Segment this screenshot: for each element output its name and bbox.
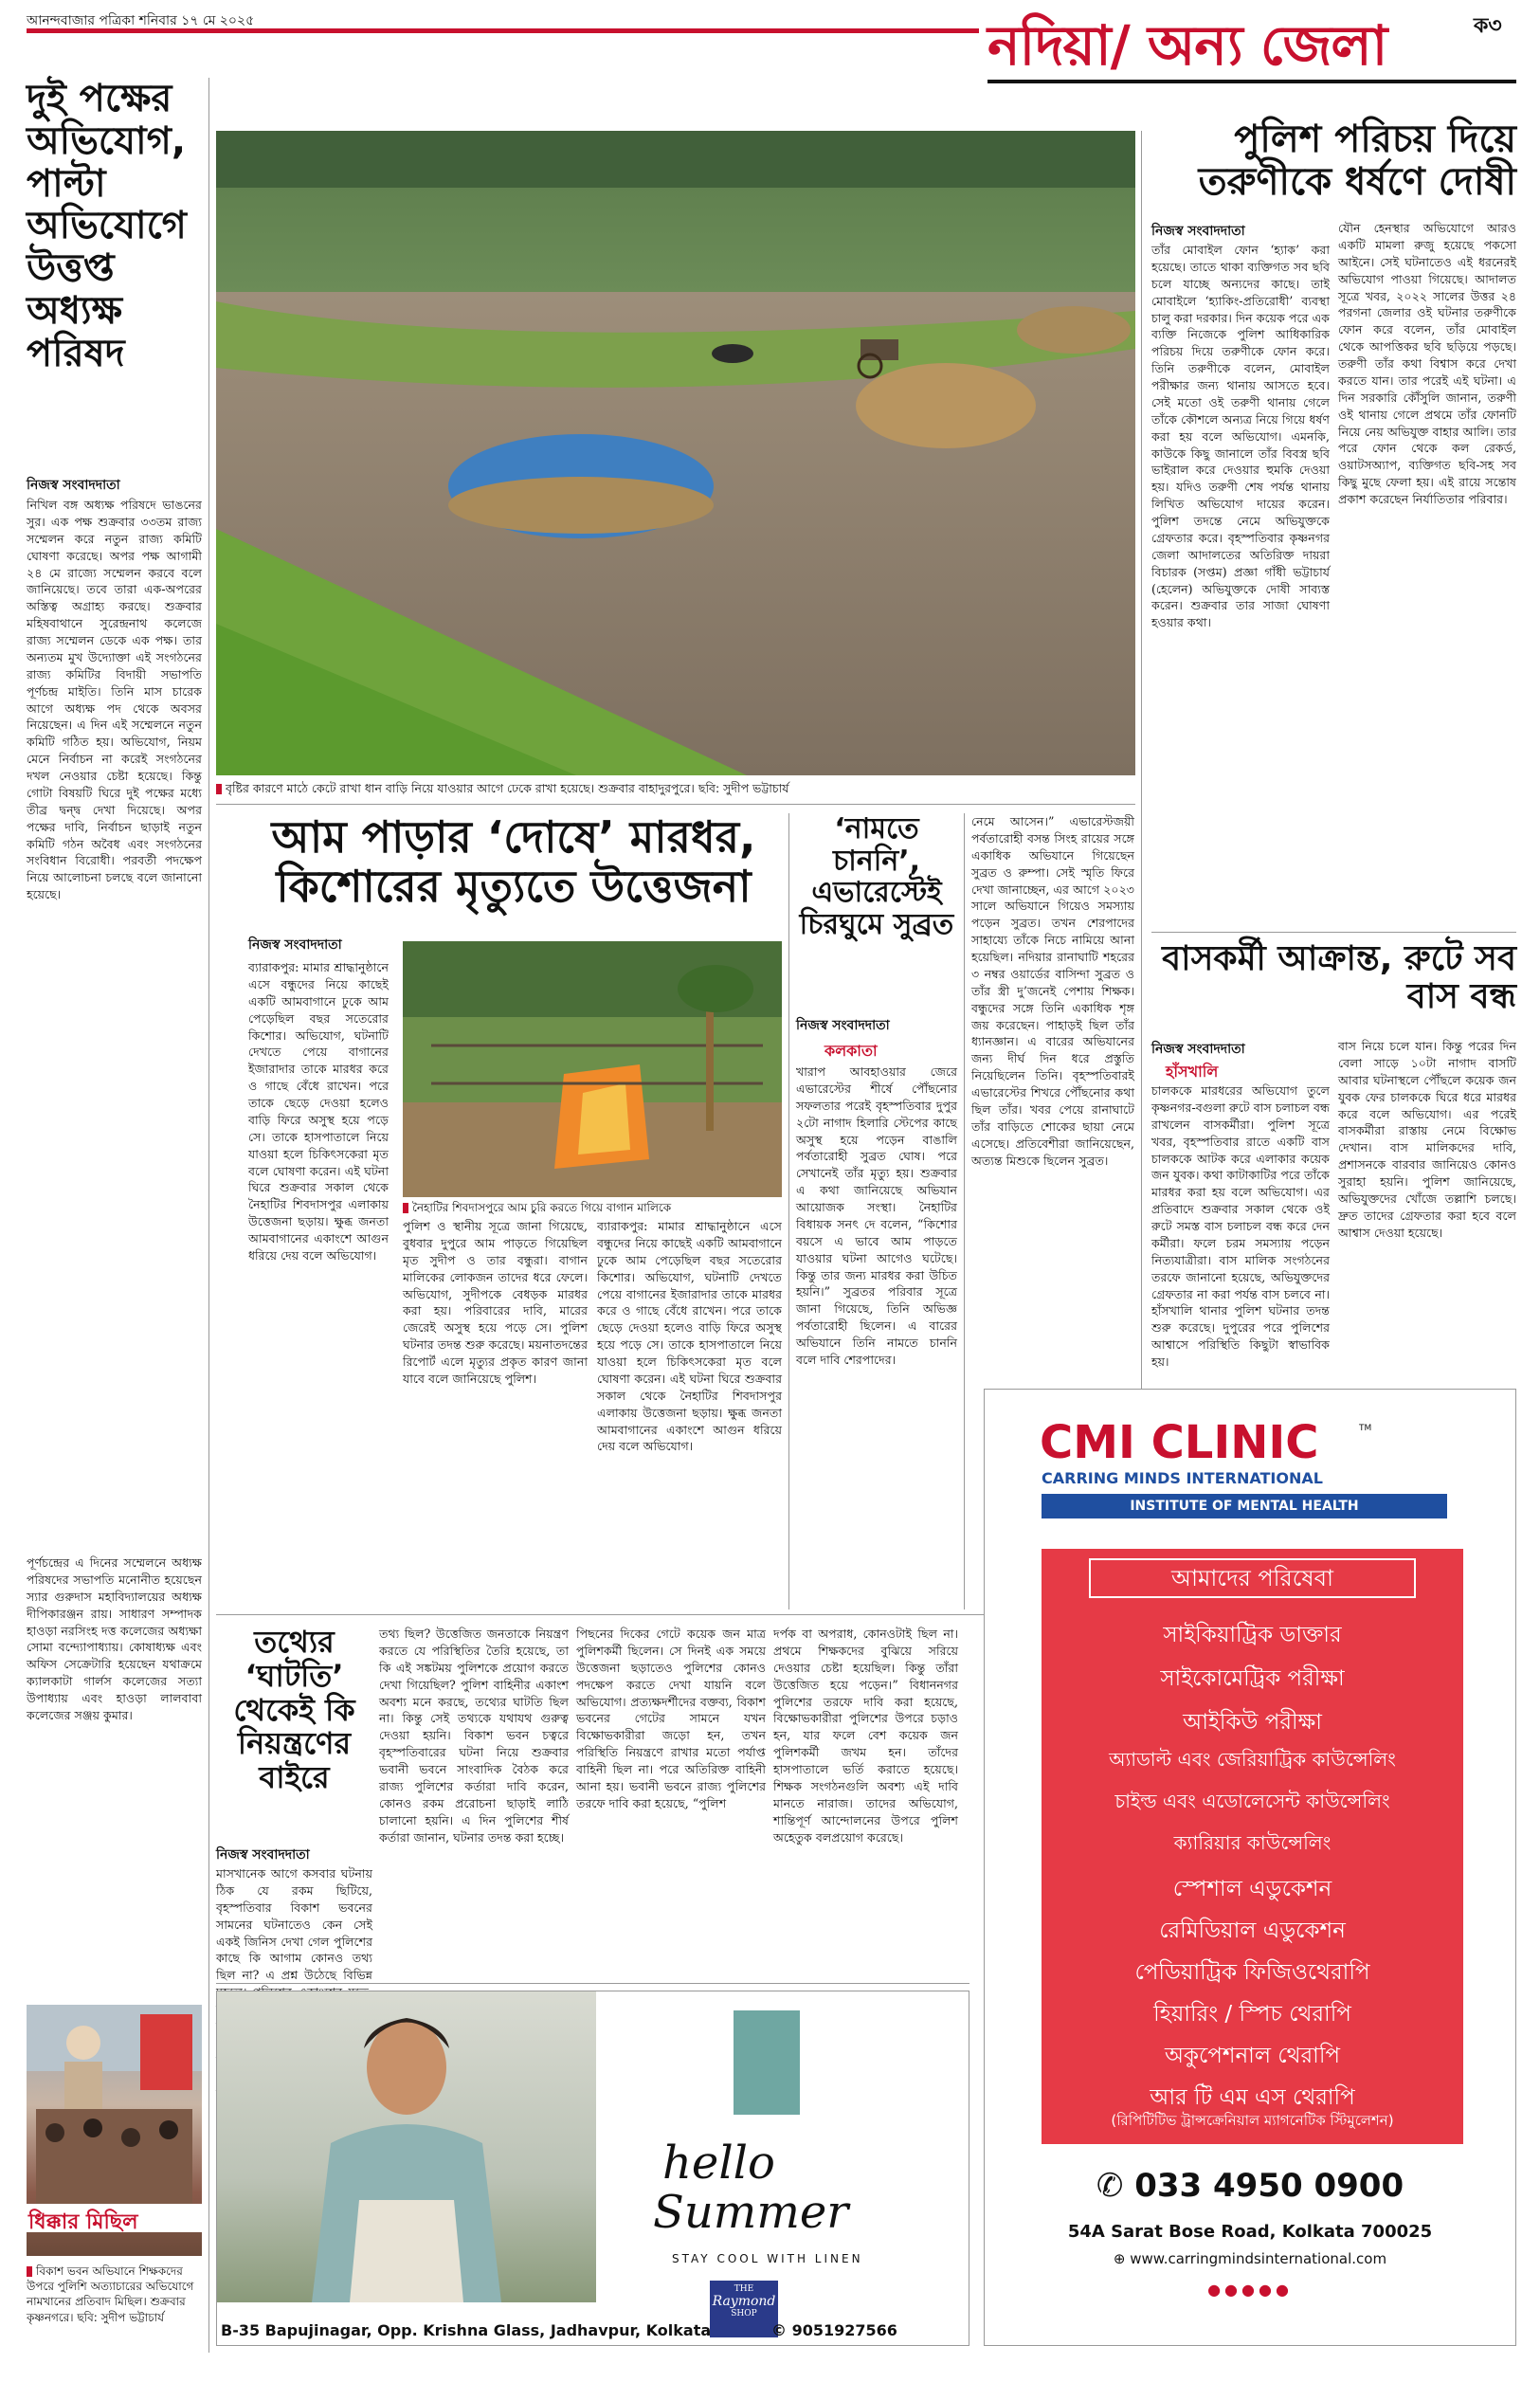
- cmi-service-item: ক্যারিয়ার কাউন্সেলিং: [1173, 1831, 1332, 1854]
- field-photo: [216, 131, 1135, 775]
- facebook-icon: ●: [1207, 2281, 1225, 2299]
- cmi-service-item: অকুপেশনাল থেরাপি: [1164, 2044, 1341, 2068]
- mango-right-rule: [788, 813, 789, 1609]
- everest-location: কলকাতা: [824, 1042, 878, 1060]
- data-body-col3: পিছনের দিকের গেটে কয়েক জন মাত্র পুলিশকর্মী ছিলেন। সে দিনই এক সময়ে উত্তেজনা ছড়াতেও পুলিশের কোনও পদক্ষেপ করতে দেখা যায়নি বলে অভিযোগ। প্রত্যক্ষদর্শীদের বক্তব্য, বিকাশ ভবনের গেটের সামনে যখন বিক্ষোভকারীরা জড়ো হন, তখন পরিস্থিতি নিয়ন্ত্রণে রাখার মতো পর্যাপ্ত বাহিনী ছিল না। পরে অতিরিক্ত বাহিনী আনা হয়। ভবানী ভবনে রাজ্য পুলিশের তরফে দাবি করা হয়েছে, “পুলিশ: [576, 1627, 766, 1810]
- mango-body-col2: পুলিশ ও স্থানীয় সূত্রে জানা গিয়েছে, বুধবার দুপুরে আম পাড়তে গিয়েছিল মৃত সুদীপ ও তার বন্ধুরা। বাগান মালিকের লোকজন তাদের ধরে ফেলে। অভিযোগ, সুদীপকে বেধড়ক মারধর করা হয়। পরিবারের দাবি, মারের জেরেই অসুস্থ হয়ে পড়ে সে। পুলিশ ঘটনার তদন্ত শুরু করেছে। ময়নাতদন্তের রিপোর্ট এলে মৃত্যুর প্রকৃত কারণ জানা যাবে বলে জানিয়েছে পুলিশ।: [403, 1219, 588, 1386]
- social-icons: [1174, 2281, 1326, 2299]
- cmi-clinic-ad: [984, 1389, 1516, 2346]
- story-left-body: নিখিল বঙ্গ অধ্যক্ষ পরিষদে ভাঙনের সুর। এক পক্ষ শুক্রবার ৩৩তম রাজ্য সম্মেলন করে নতুন রাজ্য কমিটি ঘোষণা করেছে। অপর পক্ষ আগামী ২৪ মে রাজ্যে সম্মেলন করবে বলে জানিয়েছে। তবে তারা এক-অপরের অস্তিত্ব অগ্রাহ্য করছে। শুক্রবার মহিষবাথানে সুরেন্দ্রনাথ কলেজে রাজ্য সম্মেলন ডেকে এক পক্ষ। তার অন্যতম মুখ উদ্যোক্তা এই সংগঠনের রাজ্য কমিটির বিদায়ী সভাপতি পূর্ণচন্দ্র মাইতি। তিনি মাস চারেক আগে অধ্যক্ষ পদ থেকে অবসর নিয়েছেন। এ দিন এই সম্মেলনে নতুন কমিটি গঠিত হয়। অভিযোগ, নিয়ম মেনে নির্বাচন না করেই সংগঠনের দখল নেওয়ার চেষ্টা হয়েছে। কিন্তু গোটা বিষয়টি ঘিরে দুই পক্ষের মধ্যে তীব্র দ্বন্দ্ব দেখা দিয়েছে। অপর পক্ষের দাবি, নির্বাচন ছাড়াই নতুন কমিটি গঠন অবৈধ এবং সংগঠনের সংবিধান বিরোধী। পরবর্তী পদক্ষেপ নিয়ে আলোচনা চলছে বলে জানানো হয়েছে।: [27, 498, 202, 902]
- raymond-brand-line-1: hello: [662, 2137, 775, 2190]
- data-headline: তথ্যের ‘ঘাটতি’ থেকেই কি নিয়ন্ত্রণের বাইরে: [233, 1624, 355, 1796]
- data-body-col2: তথ্য ছিল? উত্তেজিত জনতাকে নিয়ন্ত্রণ করতে যে পরিস্থিতির তৈরি হয়েছে, তা কি এই সঙ্কটময় পুলিশকে প্রয়োগ করতে দেখা গিয়েছিল? পুলিশ বাহিনীর একাংশ অবশ্য মনে করছে, তথ্যের ঘাটতি ছিল না। কিন্তু সেই তথ্যকে যথাযথ গুরুত্ব দেওয়া হয়নি। বিকাশ ভবন চত্বরে বৃহস্পতিবারের ঘটনা নিয়ে শুক্রবার ভবানী ভবনে সাংবাদিক বৈঠক করে রাজ্য পুলিশের কর্তারা দাবি করেন, কোনও রকম প্ররোচনা ছাড়াই লাঠি চালানো হয়নি। এ দিন পুলিশের শীর্ষ কর্তারা জানান, ঘটনার তদন্ত করা হচ্ছে।: [379, 1627, 569, 1845]
- phone-icon: ✆: [1096, 2167, 1135, 2205]
- everest-body: খারাপ আবহাওয়ার জেরে এভারেস্টের শীর্ষে পৌঁছনোর সফলতার পরেই বৃহস্পতিবার দুপুর ২টো নাগাদ হিলারি স্টেপের কাছে অসুস্থ হয়ে পড়েন বাঙালি পর্বতারোহী সুব্রত ঘোষ। পরে সেখানেই তাঁর মৃত্যু হয়। শুক্রবার এ কথা জানিয়েছে অভিযান আয়োজক সংস্থা। নৈহাটির বিধায়ক সনৎ দে বলেন, “কিশোর বয়সে এ ভাবে আম পাড়তে যাওয়ার ঘটনা আগেও ঘটেছে। কিন্তু তার জন্য মারধর করা উচিত হয়নি।” সুব্রতর পরিবার সূত্রে জানা গিয়েছে, তিনি অভিজ্ঞ পর্বতারোহী ছিলেন। এ বারের অভিযানে তিনি নামতে চাননি বলে দাবি শেরপাদের।: [796, 1064, 957, 1367]
- raymond-tagline: STAY COOL WITH LINEN: [672, 2252, 863, 2265]
- data-byline: নিজস্ব সংবাদদাতা: [216, 1847, 310, 1863]
- raymond-logo: [710, 2281, 778, 2337]
- youtube-icon: ●: [1241, 2281, 1259, 2299]
- bus-byline: নিজস্ব সংবাদদাতা: [1151, 1042, 1245, 1057]
- fabric-swatch: [734, 2010, 800, 2115]
- cmi-service-item: সাইকিয়াট্রিক ডাক্তার: [1163, 1623, 1342, 1647]
- mango-headline-2: কিশোরের মৃত্যুতে উত্তেজনা: [276, 861, 752, 912]
- page-number: ক৩: [1474, 14, 1502, 38]
- cmi-services-title: আমাদের পরিষেবা: [1089, 1558, 1416, 1598]
- cmi-address: 54A Sarat Bose Road, Kolkata 700025: [1067, 2222, 1433, 2242]
- protest-caption-text: বিকাশ ভবন অভিযানে শিক্ষকদের উপরে পুলিশি অত্যাচারের অভিযোগে নামখানের প্রতিবাদ মিছিল। শুক্রবার কৃষ্ণনগরে। ছবি: সুদীপ ভট্টাচার্য: [27, 2264, 194, 2324]
- police-bottom-rule: [1151, 932, 1516, 933]
- protest-banner: ধিক্কার মিছিল: [28, 2210, 138, 2234]
- police-body-col1: তাঁর মোবাইল ফোন ‘হ্যাক’ করা হয়েছে। তাতে থাকা ব্যক্তিগত সব ছবি চলে যাচ্ছে অন্যদের কাছে। তাই মোবাইলে ‘হ্যাকিং-প্রতিরোধী’ ব্যবস্থা চালু করা দরকার। দিন কয়েক পরে এক ব্যক্তি নিজেকে পুলিশ আধিকারিক পরিচয় দিয়ে তরুণীকে ফোন করে। তিনি তরুণীকে বলেন, মোবাইল পরীক্ষার জন্য থানায় আসতে হবে। সেই মতো ওই তরুণী থানায় গেলে তাঁকে কৌশলে অন্যত্র নিয়ে গিয়ে ধর্ষণ করা হয় বলে অভিযোগ। এমনকি, কাউকে কিছু জানালে তাঁর বিবস্ত্র ছবি ভাইরাল করে দেওয়ার হুমকি দেওয়া হয়। যদিও তরুণী শেষ পর্যন্ত থানায় লিখিত অভিযোগ দায়ের করেন। পুলিশ তদন্তে নেমে অভিযুক্তকে গ্রেফতার করে। বৃহস্পতিবার কৃষ্ণনগর জেলা আদালতের অতিরিক্ত দায়রা বিচারক (সপ্তম) প্রজ্ঞা গাঁধী ভট্টাচার্য (হেলেন) অভিযুক্তকে দোষী সাব্যস্ত করেন। শুক্রবার তার সাজা ঘোষণা হওয়ার কথা।: [1151, 243, 1330, 630]
- cmi-website-text: www.carringmindsinternational.com: [1130, 2250, 1387, 2267]
- raymond-model-photo: [217, 1991, 596, 2302]
- raymond-logo-top: THE: [734, 2284, 754, 2294]
- cmi-service-item: আর টি এম এস থেরাপি: [1150, 2085, 1355, 2110]
- cmi-service-item: আইকিউ পরীক্ষা: [1183, 1710, 1322, 1735]
- cmi-service-item: চাইল্ড এবং এডোলেসেন্ট কাউন্সেলিং: [1114, 1790, 1390, 1812]
- section-title: নদিয়া/ অন্য জেলা: [987, 13, 1387, 78]
- police-byline: নিজস্ব সংবাদদাতা: [1151, 224, 1245, 239]
- data-body-col1: মাসখানেক আগে কসবার ঘটনায় ঠিক যে রকম ছিটিয়ে, বৃহস্পতিবার বিকাশ ভবনের সামনের ঘটনাতেও কেন সেই একই জিনিস দেখা গেল পুলিশের কাছে কি আগাম কোনও তথ্য ছিল না? এ প্রশ্ন উঠেছে বিভিন্ন: [216, 1866, 372, 1983]
- field-photo-caption: [216, 781, 1135, 800]
- mango-byline: নিজস্ব সংবাদদাতা: [248, 937, 342, 953]
- cmi-tm: TM: [1359, 1424, 1372, 1433]
- everest-right-rule: [964, 813, 965, 1609]
- x-icon: ●: [1258, 2281, 1276, 2299]
- globe-icon: ⊕: [1113, 2250, 1131, 2267]
- cmi-service-note: (রিপিটিটিভ ট্রান্সক্রেনিয়াল ম্যাগনেটিক স্টিমুলেশন): [1111, 2112, 1394, 2129]
- raymond-ad: [216, 1991, 969, 2346]
- right-column-rule: [1141, 131, 1142, 1609]
- bus-body-col2: বাস নিয়ে চলে যান। কিন্তু পরের দিন বেলা সাড়ে ১০টা নাগাদ বাসটি আবার ঘটনাস্থলে পৌঁছলে কয়েক জন যুবক ফের চালককে ঘিরে ধরে মারধর করে বলে অভিযোগ। এর পরেই বাসকর্মীরা রাস্তায় নেমে বিক্ষোভ দেখান। বাস মালিকদের দাবি, প্রশাসনকে বারবার জানিয়েও কোনও সুরাহা হয়নি। পুলিশ জানিয়েছে, অভিযুক্তদের খোঁজে তল্লাশি চলছে। দ্রুত তাদের গ্রেফতার করা হবে বলে আশ্বাস দেওয়া হয়েছে।: [1338, 1039, 1516, 1240]
- story-left-body-2: পূর্ণচন্দ্রের এ দিনের সম্মেলনে অধ্যক্ষ পরিষদের সভাপতি মনোনীত হয়েছেন স্যার গুরুদাস মহাবিদ্যালয়ের অধ্যক্ষ দীপিকারঞ্জন রায়। সাধারণ সম্পাদক হাওড়া নরসিংহ দত্ত কলেজের অধ্যক্ষা সোমা বন্দ্যোপাধ্যায়। কোষাধ্যক্ষ এবং অফিস সেক্রেটারি হয়েছেন যথাক্রমে ক্যালকাটা গার্লস কলেজের সত্যা উপাধ্যায় এবং হাওড়া লালবাবা কলেজের সঞ্জয় কুমার।: [27, 1555, 202, 1722]
- police-headline: পুলিশ পরিচয় দিয়ে তরুণীকে ধর্ষণে দোষী: [1198, 118, 1516, 204]
- raymond-phone: © 9051927566: [771, 2321, 897, 2339]
- protest-photo: [27, 2005, 202, 2256]
- story-left-byline: নিজস্ব সংবাদদাতা: [27, 478, 120, 493]
- police-body-col2: যৌন হেনস্থার অভিযোগে আরও একটি মামলা রুজু হয়েছে পকসো আইনে। সেই ঘটনাতেও এই ধরনেরই অভিযোগ পাওয়া গিয়েছে। আদালত সূত্রে খবর, ২০২২ সালের উত্তর ২৪ পরগনা জেলার ওই ঘটনার তরুণীকে ফোন করে বলেন, তাঁর মোবাইল থেকে আপত্তিকর ছবি ছড়িয়ে পড়ছে। তরুণী তাঁর কথা বিশ্বাস করে দেখা করতে যান। তার পরেই এই ঘটনা। এ দিন সরকারি কৌঁসুলি জানান, তরুণী ওই থানায় গেলে প্রথমে তাঁর ফোনটি নিয়ে নেয় অভিযুক্ত বাহার আলি। তার পরে ফোন থেকে কল রেকর্ড, ওয়াটসঅ্যাপ, ব্যক্তিগত ছবি-সহ সব কিছু মুছে ফেলা হয়। এই রায়ে সন্তোষ প্রকাশ করেছেন নির্যাতিতার পরিবার।: [1338, 221, 1516, 506]
- masthead-rule: [27, 28, 979, 33]
- cmi-website: [1056, 2250, 1444, 2267]
- cmi-service-item: হিয়ারিং / স্পিচ থেরাপি: [1153, 2002, 1351, 2027]
- mango-photo-caption: [403, 1200, 782, 1219]
- masthead-underline: [987, 80, 1516, 83]
- photo-bottom-rule: [216, 804, 1135, 805]
- cmi-subtitle: CARRING MINDS INTERNATIONAL: [1042, 1469, 1323, 1487]
- protest-caption: [27, 2264, 202, 2325]
- mango-photo-caption-text: নৈহাটির শিবদাসপুরে আম চুরি করতে গিয়ে বাগান মালিকে: [412, 1201, 672, 1214]
- bus-location: হাঁসখালি: [1166, 1063, 1219, 1081]
- cmi-service-item: রেমিডিয়াল এডুকেশন: [1159, 1918, 1346, 1943]
- cmi-institute: INSTITUTE OF MENTAL HEALTH: [1042, 1494, 1447, 1518]
- bus-headline: বাসকর্মী আক্রান্ত, রুটে সব বাস বন্ধ: [1162, 939, 1516, 1017]
- raymond-phone-number: 9051927566: [791, 2321, 897, 2339]
- instagram-icon: ●: [1224, 2281, 1242, 2299]
- raymond-logo-main: Raymond: [712, 2294, 776, 2309]
- field-photo-caption-text: বৃষ্টির কারণে মাঠে কেটে রাখা ধান বাড়ি নিয়ে যাওয়ার আগে ঢেকে রাখা হয়েছে। শুক্রবার বাহাদুরপুরে। ছবি: সুদীপ ভট্টাচার্য: [226, 781, 789, 795]
- mango-photo: [403, 941, 782, 1197]
- middle-body: নেমে আসেন।” এভারেস্টজয়ী পর্বতারোহী বসন্ত সিংহ রায়ের সঙ্গে একাধিক অভিযানে গিয়েছেন সুব্রত ও রুম্পা। সেই স্মৃতি ফিরে দেখা জানাচ্ছেন, এর আগে ২০২৩ সালে অভিযানে গিয়েও সমস্যায় পড়েন সুব্রত। তখন শেরপাদের সাহায্যে তাঁকে নিচে নামিয়ে আনা হয়েছিল। নদিয়ার রানাঘাটি শহরের ৩ নম্বর ওয়ার্ডের বাসিন্দা সুব্রত ও তাঁর স্ত্রী দু’জনেই পেশায় শিক্ষক। বন্ধুদের সঙ্গে তিনি একাধিক শৃঙ্গ জয় করেছেন। পাহাড়ই ছিল তাঁর ধ্যানজ্ঞান। এ বারের অভিযানের জন্য দীর্ঘ দিন ধরে প্রস্তুতি নিয়েছিলেন তিনি। বৃহস্পতিবারই এভারেস্টের শিখরে পৌঁছনোর কথা ছিল তাঁর। খবর পেয়ে রানাঘাটে তাঁর বাড়িতে শোকের ছায়া নেমে এসেছে। প্রতিবেশীরা জানিয়েছেন, অত্যন্ত মিশুকে ছিলেন সুব্রত।: [971, 814, 1134, 1168]
- cmi-service-item: সাইকোমেট্রিক পরীক্ষা: [1160, 1666, 1345, 1691]
- mango-body-col1: ব্যারাকপুর: মামার শ্রাদ্ধানুষ্ঠানে এসে বন্ধুদের নিয়ে কাছেই একটি আমবাগানে ঢুকে আম পেড়েছিল বছর সতেরোর কিশোর। অভিযোগ, ঘটনাটি দেখতে পেয়ে বাগানের ইজারাদার তাকে মারধর করে ও গাছে বেঁধে রাখেন। পরে তাকে ছেড়ে দেওয়া হলেও বাড়ি ফিরে অসুস্থ হয়ে পড়ে সে। তাকে হাসপাতালে নিয়ে যাওয়া হলে চিকিৎসকেরা মৃত বলে ঘোষণা করেন। এই ঘটনা ঘিরে শুক্রবার সকাল থেকে নৈহাটির শিবদাসপুর এলাকায় উত্তেজনা ছড়ায়। ক্ষুব্ধ জনতা আমবাগানের একাংশে আগুন ধরিয়ে দেয় বলে অভিযোগ।: [248, 960, 389, 1263]
- column-rule: [208, 78, 209, 2353]
- cmi-phone: [1056, 2167, 1444, 2205]
- data-body-col4: দর্পক বা অপরাধ, কোনওটাই ছিল না। প্রথমে শিক্ষকদের বুঝিয়ে সরিয়ে দেওয়ার চেষ্টা হয়েছিল। কিন্তু তাঁরা উত্তেজিত হয়ে পড়েন।” বিধাননগর পুলিশের তরফে দাবি করা হয়েছে, বিক্ষোভকারীরা পুলিশের উপরে চড়াও হন, যার ফলে বেশ কয়েক জন পুলিশকর্মী জখম হন। তাঁদের হাসপাতালে ভর্তি করাতে হয়েছে। শিক্ষক সংগঠনগুলি অবশ্য এই দাবি মানতে নারাজ। তাদের অভিযোগ, শান্তিপূর্ণ আন্দোলনের উপরে পুলিশ অহেতুক বলপ্রয়োগ করেছে।: [773, 1627, 958, 1845]
- data-bottom-rule: [216, 1983, 969, 1984]
- masthead-date: আনন্দবাজার পত্রিকা শনিবার ১৭ মে ২০২৫: [27, 13, 255, 28]
- everest-byline: নিজস্ব সংবাদদাতা: [796, 1018, 890, 1033]
- cmi-phone-number: 033 4950 0900: [1134, 2167, 1404, 2205]
- cmi-logo: CMI CLINIC: [1040, 1416, 1319, 1469]
- bus-body-col1: চালককে মারধরের অভিযোগ তুলে কৃষ্ণনগর-বগুলা রুটে বাস চলাচল বন্ধ রাখলেন বাসকর্মীরা। পুলিশ সূত্রে খবর, বৃহস্পতিবার রাতে একটি বাস চালককে আটক করে এলাকার কয়েক জন যুবক। কথা কাটাকাটির পরে তাঁকে মারধর করা হয় বলে অভিযোগ। এর প্রতিবাদে শুক্রবার সকাল থেকে ওই রুটে সমস্ত বাস চলাচল বন্ধ করে দেন কর্মীরা। ফলে চরম সমস্যায় পড়েন নিত্যযাত্রীরা। বাস মালিক সংগঠনের তরফে জানানো হয়েছে, অভিযুক্তদের গ্রেফতার না করা পর্যন্ত বাস চলবে না। হাঁসখালি থানার পুলিশ ঘটনার তদন্ত শুরু করেছে। দুপুরের পরে পুলিশের আশ্বাসে পরিস্থিতি কিছুটা স্বাভাবিক হয়।: [1151, 1083, 1330, 1369]
- raymond-logo-bottom: SHOP: [731, 2309, 757, 2318]
- everest-headline: ‘নামতে চাননি’, এভারেস্টেই চিরঘুমে সুব্রত: [799, 812, 954, 941]
- cmi-service-item: পেডিয়াট্রিক ফিজিওথেরাপি: [1134, 1960, 1370, 1985]
- mango-headline-1: আম পাড়ার ‘দোষে’ মারধর,: [271, 811, 756, 863]
- raymond-address: B-35 Bapujinagar, Opp. Krishna Glass, Jadhavpur, Kolkata: [221, 2321, 712, 2339]
- cmi-service-item: স্পেশাল এডুকেশন: [1172, 1877, 1332, 1901]
- linkedin-icon: ●: [1275, 2281, 1293, 2299]
- cmi-service-item: অ্যাডাল্ট এবং জেরিয়াট্রিক কাউন্সেলিং: [1109, 1748, 1396, 1771]
- story-left-headline: দুই পক্ষের অভিযোগ, পাল্টা অভিযোগে উত্তপ্ত অধ্যক্ষ পরিষদ: [27, 77, 187, 375]
- mango-body-col3: ব্যারাকপুর: মামার শ্রাদ্ধানুষ্ঠানে এসে বন্ধুদের নিয়ে কাছেই একটি আমবাগানে ঢুকে আম পেড়েছিল বছর সতেরোর কিশোর। অভিযোগ, ঘটনাটি দেখতে পেয়ে বাগানের ইজারাদার তাকে মারধর করে ও গাছে বেঁধে রাখেন। পরে তাকে ছেড়ে দেওয়া হলেও বাড়ি ফিরে অসুস্থ হয়ে পড়ে সে। তাকে হাসপাতালে নিয়ে যাওয়া হলে চিকিৎসকেরা মৃত বলে ঘোষণা করেন। এই ঘটনা ঘিরে শুক্রবার সকাল থেকে নৈহাটির শিবদাসপুর এলাকায় উত্তেজনা ছড়ায়। ক্ষুব্ধ জনতা আমবাগানের একাংশে আগুন ধরিয়ে দেয় বলে অভিযোগ।: [597, 1219, 782, 1454]
- raymond-brand-line-2: Summer: [653, 2186, 849, 2239]
